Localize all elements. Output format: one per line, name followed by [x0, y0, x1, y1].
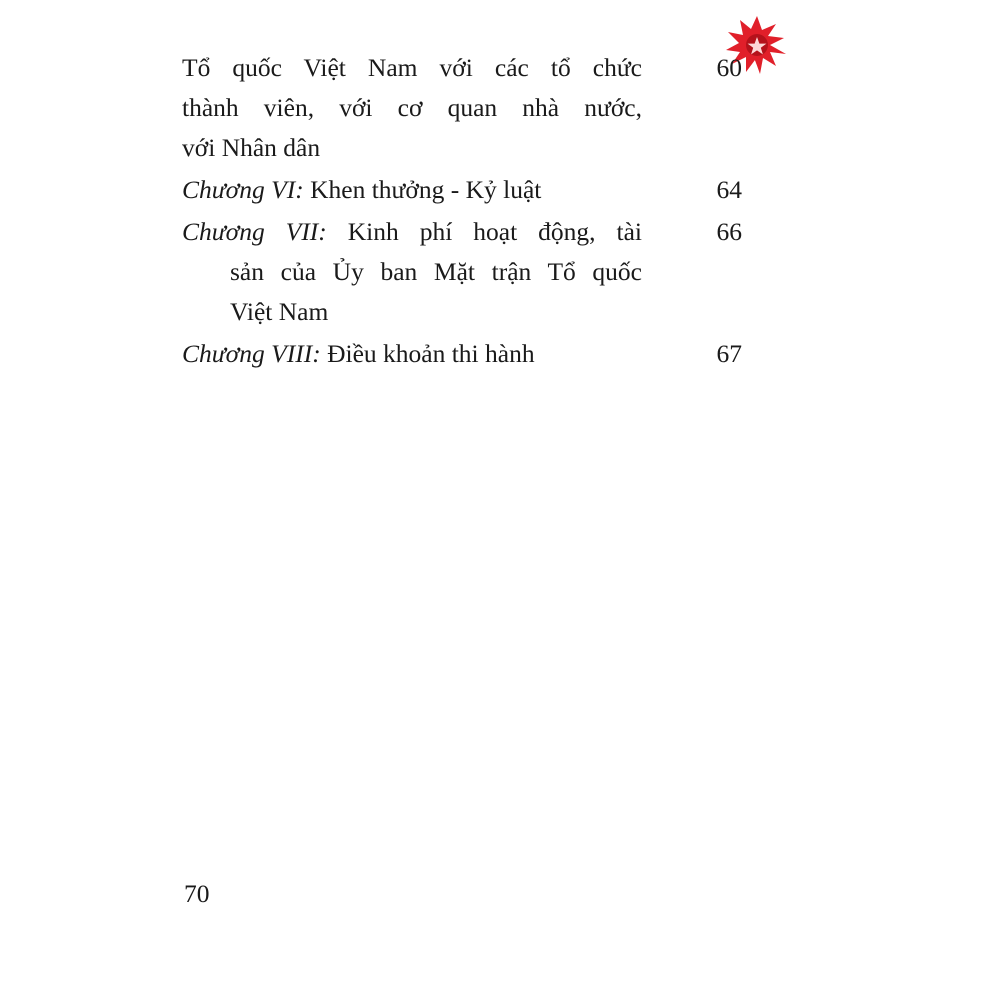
- toc-entry-line: thành viên, với cơ quan nhà nước,: [182, 93, 642, 122]
- toc-entry-text: [182, 170, 642, 210]
- toc-entry[interactable]: [182, 48, 742, 168]
- table-of-contents: [182, 48, 742, 376]
- toc-entry[interactable]: [182, 334, 742, 374]
- toc-entry-line: Kinh phí hoạt động, tài: [347, 217, 642, 246]
- toc-entry-page-number: 67: [716, 339, 742, 368]
- toc-entry-line: Điều khoản thi hành: [327, 339, 535, 368]
- toc-entry-line: với Nhân dân: [182, 133, 321, 162]
- toc-entry[interactable]: [182, 212, 742, 332]
- toc-chapter-label: Chương VII:: [182, 217, 327, 246]
- toc-entry-line: Tổ quốc Việt Nam với các tổ chức: [182, 53, 642, 82]
- page-number: 70: [184, 879, 210, 908]
- toc-entry-page-number: 66: [716, 217, 742, 246]
- toc-entry-text: [182, 334, 642, 374]
- toc-entry-text: [182, 212, 642, 332]
- toc-entry-line: Khen thưởng - Kỷ luật: [310, 175, 542, 204]
- toc-chapter-label: Chương VI:: [182, 175, 304, 204]
- toc-entry-text: [182, 48, 642, 168]
- toc-entry-first-line: [182, 212, 642, 252]
- toc-entry-page-number: 60: [716, 53, 742, 82]
- toc-chapter-label: Chương VIII:: [182, 339, 321, 368]
- toc-entry-line: Việt Nam: [230, 297, 329, 326]
- toc-entry-line: sản của Ủy ban Mặt trận Tổ quốc: [230, 257, 642, 286]
- toc-entry[interactable]: [182, 170, 742, 210]
- toc-entry-page-number: 64: [716, 175, 742, 204]
